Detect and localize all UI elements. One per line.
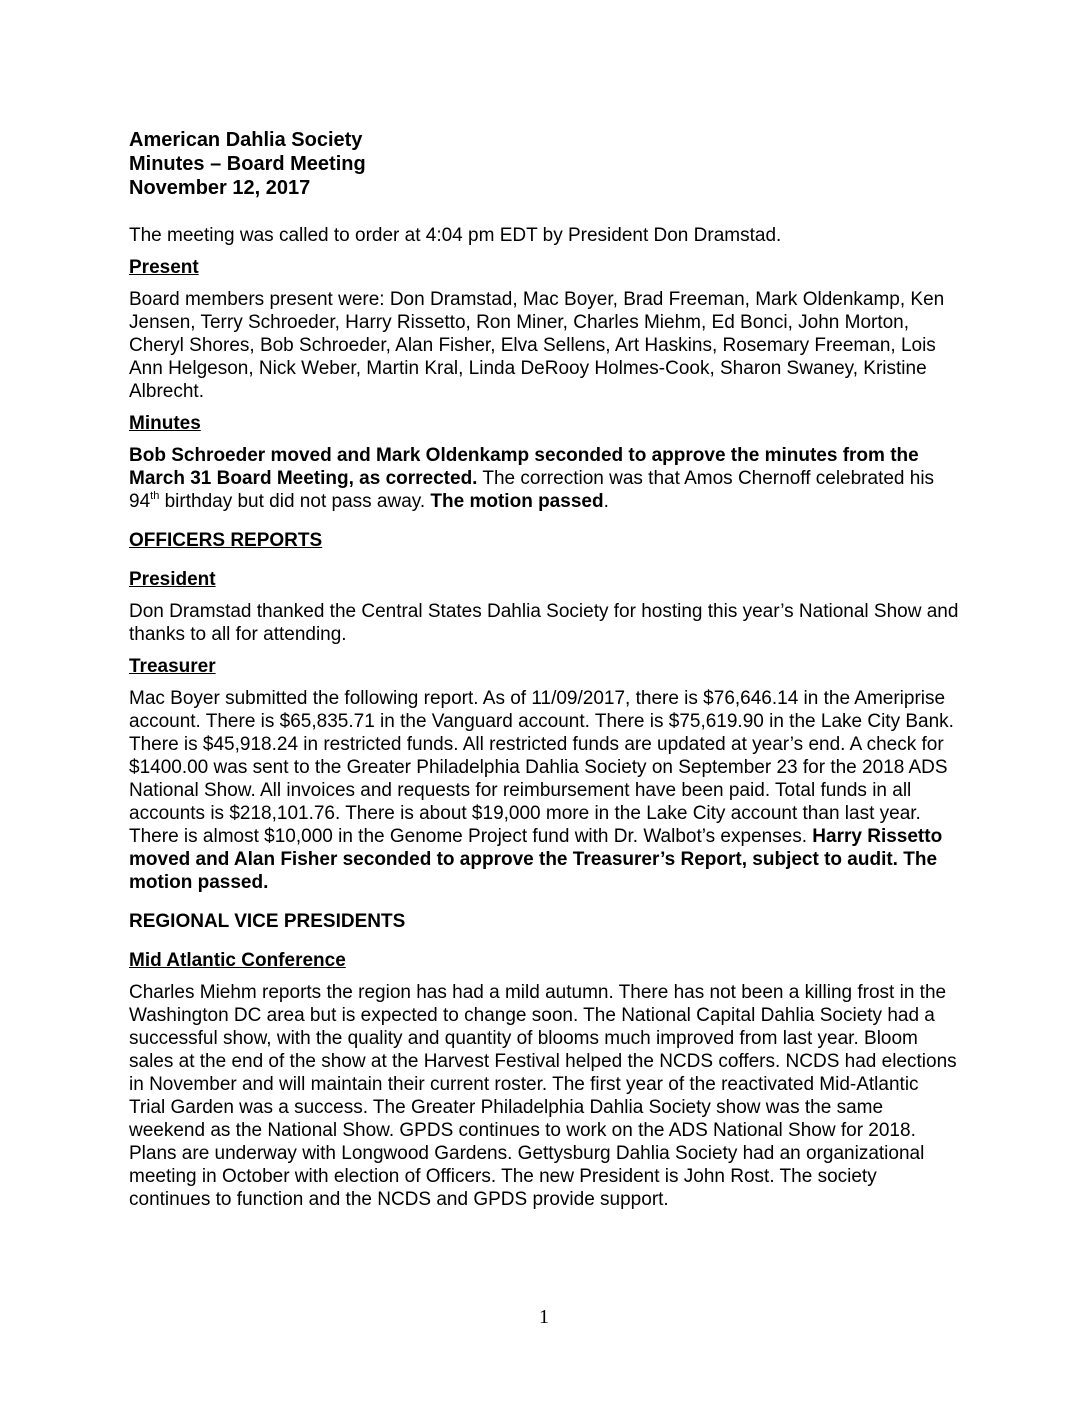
document-title-block [129, 128, 959, 200]
minutes-result: The motion passed [430, 491, 604, 512]
minutes-correction-a: The correction was that Amos Chernoff celebrated his 94 [129, 468, 935, 512]
call-to-order: The meeting was called to order at 4:04 pm EDT by President Don Dramstad. [129, 225, 782, 246]
minutes-paragraph [129, 444, 959, 513]
present-paragraph: Board members present were: Don Dramstad, Mac Boyer, Brad Freeman, Mark Oldenkamp, Ken Jensen, Terry Schroeder, Harry Rissetto, Ron Miner, Charles Miehm, Ed Bonci, John Morton, Cheryl Shores, Bob Schroeder, Alan Fisher, Elva Sellens, Art Haskins, Rosemary Freeman, Lois Ann Helgeson, Nick Weber, Martin Kral, Linda DeRooy Holmes-Cook, Sharon Swaney, Kristine Albrecht. [129, 289, 945, 402]
document-type: Minutes – Board Meeting [129, 153, 366, 175]
ordinal-suffix: th [150, 489, 160, 502]
document-body [129, 128, 959, 1220]
organization-name: American Dahlia Society [129, 129, 363, 151]
minutes-heading: Minutes [129, 413, 201, 434]
president-heading: President [129, 569, 216, 590]
mid-atlantic-paragraph: Charles Miehm reports the region has had a mild autumn. There has not been a killing frost in the Washington DC area but is expected to change soon. The National Capital Dahlia Society had a successful show, with the quality and quantity of blooms much improved from last year. Bloom sales at the end of the show at the Harvest Festival helped the NCDS coffers. NCDS had elections in November and will maintain their current roster. The first year of the reactivated Mid-Atlantic Trial Garden was a success. The Greater Philadelphia Dahlia Society show was the same weekend as the National Show. GPDS continues to work on the ADS National Show for 2018. Plans are underway with Longwood Gardens. Gettysburg Dahlia Society had an organizational meeting in October with election of Officers. The new President is John Rost. The society continues to function and the NCDS and GPDS provide support. [129, 982, 957, 1210]
mid-atlantic-heading: Mid Atlantic Conference [129, 950, 346, 971]
page-number: 1 [539, 1306, 549, 1328]
present-heading: Present [129, 257, 199, 278]
minutes-period: . [603, 491, 609, 512]
minutes-correction-b: birthday but did not pass away. [159, 491, 431, 512]
meeting-date: November 12, 2017 [129, 177, 311, 199]
minutes-motion: Bob Schroeder moved and Mark Oldenkamp seconded to approve the minutes from the March 31 Board Meeting, as corrected. [129, 445, 919, 489]
treasurer-motion: Harry Rissetto moved and Alan Fisher seconded to approve the Treasurer’s Report, subject to audit. The motion passed. [129, 826, 943, 893]
officers-reports-heading: OFFICERS REPORTS [129, 530, 323, 551]
treasurer-report: Mac Boyer submitted the following report. As of 11/09/2017, there is $76,646.14 in the Ameriprise account. There is $65,835.71 in the Vanguard account. There is $75,619.90 in the Lake City Bank. There is $45,918.24 in restricted funds. All restricted funds are updated at year’s end. A check for $1400.00 was sent to the Greater Philadelphia Dahlia Society on September 23 for the 2018 ADS National Show. All invoices and requests for reimbursement have been paid. Total funds in all accounts is $218,101.76. There is about $19,000 more in the Lake City account than last year. There is almost $10,000 in the Genome Project fund with Dr. Walbot’s expenses. [129, 688, 954, 847]
treasurer-heading: Treasurer [129, 656, 216, 677]
president-paragraph: Don Dramstad thanked the Central States Dahlia Society for hosting this year’s National Show and thanks to all for attending. [129, 601, 959, 645]
regional-vp-heading: REGIONAL VICE PRESIDENTS [129, 911, 406, 932]
treasurer-paragraph [129, 687, 959, 894]
